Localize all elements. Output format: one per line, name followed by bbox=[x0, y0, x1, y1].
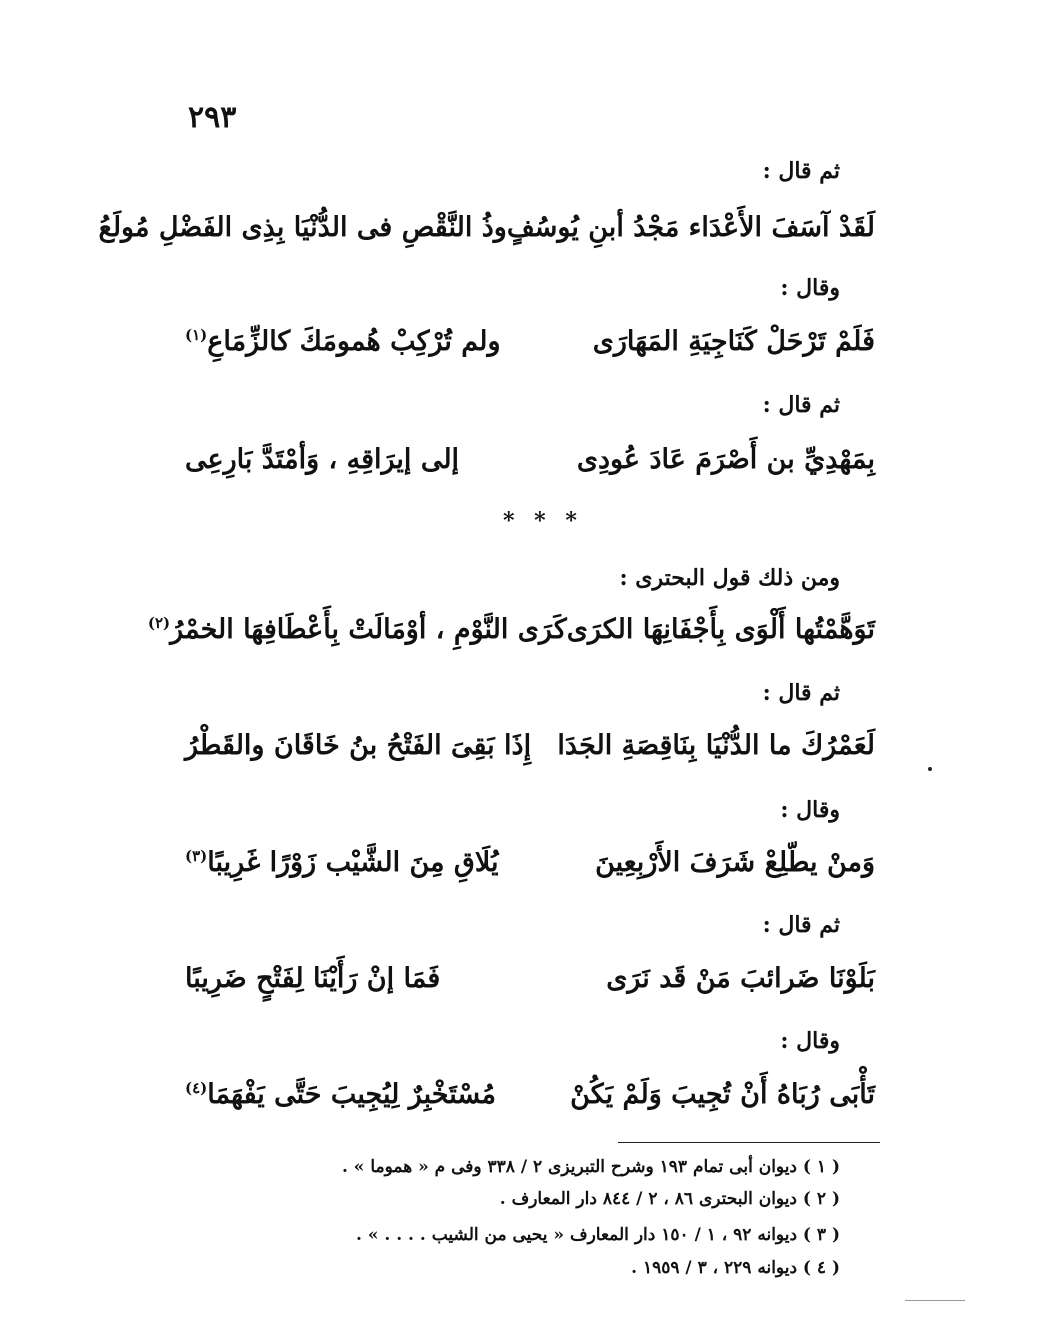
verse-first-hemistich: تَوَهَّمْتُها أَلْوَى بِأَجْفَانِهَا الكرَى bbox=[566, 614, 875, 645]
hemistich-text: إلى إيرَاقِهِ ، وَأمْتَدَّ بَارِعِى bbox=[185, 444, 460, 475]
verse-second-hemistich bbox=[185, 1079, 496, 1110]
verse-line bbox=[185, 444, 875, 475]
verse-first-hemistich: بَلَوْنَا ضَرائبَ مَنْ قَد نَرَى bbox=[606, 963, 875, 994]
verse-first-hemistich: تَأْبَى رُبَاهُ أَنْ تُجِيبَ وَلَمْ يَكُنْ bbox=[570, 1079, 875, 1110]
footnote-marker: (٢) bbox=[147, 614, 171, 632]
verse-line bbox=[185, 963, 875, 994]
verse-first-hemistich: وَمنْ يطّلِعْ شَرَفَ الأَرْبِعِينَ bbox=[595, 847, 875, 878]
scan-edge-mark bbox=[905, 1300, 965, 1301]
page-number: ٢٩٣ bbox=[188, 100, 237, 135]
footnote: ( ٢ ) ديوان البحترى ٨٦ ، ٢ / ٨٤٤ دار المعارف . bbox=[499, 1189, 840, 1209]
verse-second-hemistich bbox=[98, 212, 506, 243]
verse-intro: ومن ذلك قول البحترى : bbox=[619, 565, 840, 591]
footnote: ( ٤ ) ديوانه ٢٢٩ ، ٣ / ١٩٥٩ . bbox=[631, 1258, 840, 1278]
verse-intro: وقال : bbox=[780, 797, 840, 823]
verse-second-hemistich bbox=[148, 614, 567, 645]
hemistich-text: فَمَا إنْ رَأَيْنَا لِفَتْحٍ ضَرِيبًا bbox=[185, 963, 441, 994]
verse-line bbox=[185, 730, 875, 761]
verse-line bbox=[185, 326, 875, 357]
hemistich-text: مُسْتَخْبِرٌ لِيُجِيبَ حَتَّى يَفْهَمَا bbox=[207, 1079, 496, 1110]
verse-second-hemistich bbox=[185, 963, 440, 994]
verse-first-hemistich: فَلَمْ تَرْحَلْ كَنَاجِيَةِ المَهَارَى bbox=[592, 326, 875, 357]
footnote: ( ١ ) ديوان أبى تمام ١٩٣ وشرح التبريزى ٢ / ٣٣٨ وفى م « هموما » . bbox=[341, 1157, 840, 1177]
verse-second-hemistich bbox=[185, 444, 459, 475]
verse-line bbox=[185, 1079, 875, 1110]
footnote-marker: (٣) bbox=[185, 847, 208, 865]
footnote: ( ٣ ) ديوانه ٩٢ ، ١ / ١٥٠ دار المعارف « يحيى من الشيب . . . . » . bbox=[355, 1225, 840, 1245]
scan-speck bbox=[928, 767, 932, 771]
hemistich-text: كَرَى النَّوْمِ ، أوْمَالَتْ بِأَعْطَافِهَا الخمْرُ bbox=[170, 614, 567, 645]
verse-intro: وقال : bbox=[780, 1028, 840, 1054]
verse-second-hemistich bbox=[185, 326, 501, 357]
hemistich-text: ولم تُرْكِبْ هُمومَكَ كالزِّمَاعِ bbox=[207, 326, 501, 357]
hemistich-text: يُلَاقِ مِنَ الشَّيْب زَوْرًا غَرِيبًا bbox=[207, 847, 499, 878]
section-separator: * * * bbox=[503, 508, 583, 534]
verse-second-hemistich bbox=[185, 730, 531, 761]
verse-first-hemistich: لَعَمْرُكَ ما الدُّنْيَا بِنَاقِصَةِ الجَدَا bbox=[557, 730, 875, 761]
verse-line bbox=[185, 847, 875, 878]
verse-first-hemistich: بِمَهْدِيِّ بن أَصْرَمَ عَادَ عُودِى bbox=[576, 444, 875, 475]
verse-intro: ثم قال : bbox=[762, 158, 840, 184]
hemistich-text: وذُ النَّقْصِ فى الدُّنْيَا بِذِى الفَضْلِ مُولَعُ bbox=[98, 212, 507, 243]
footnote-marker: (٤) bbox=[185, 1079, 208, 1097]
footnote-marker: (١) bbox=[185, 326, 208, 344]
verse-intro: وقال : bbox=[780, 275, 840, 301]
verse-first-hemistich: لَقَدْ آسَفَ الأَعْدَاء مَجْدُ أبنِ يُوسُفٍ bbox=[506, 212, 875, 243]
verse-line bbox=[147, 614, 875, 645]
verse-intro: ثم قال : bbox=[762, 680, 840, 706]
hemistich-text: إِذَا بَقِىَ الفَتْحُ بنُ خَاقَانَ والقَطْرُ bbox=[185, 730, 532, 761]
verse-intro: ثم قال : bbox=[762, 392, 840, 418]
verse-line bbox=[98, 212, 875, 243]
verse-second-hemistich bbox=[185, 847, 498, 878]
footnote-divider bbox=[618, 1142, 880, 1143]
verse-intro: ثم قال : bbox=[762, 912, 840, 938]
